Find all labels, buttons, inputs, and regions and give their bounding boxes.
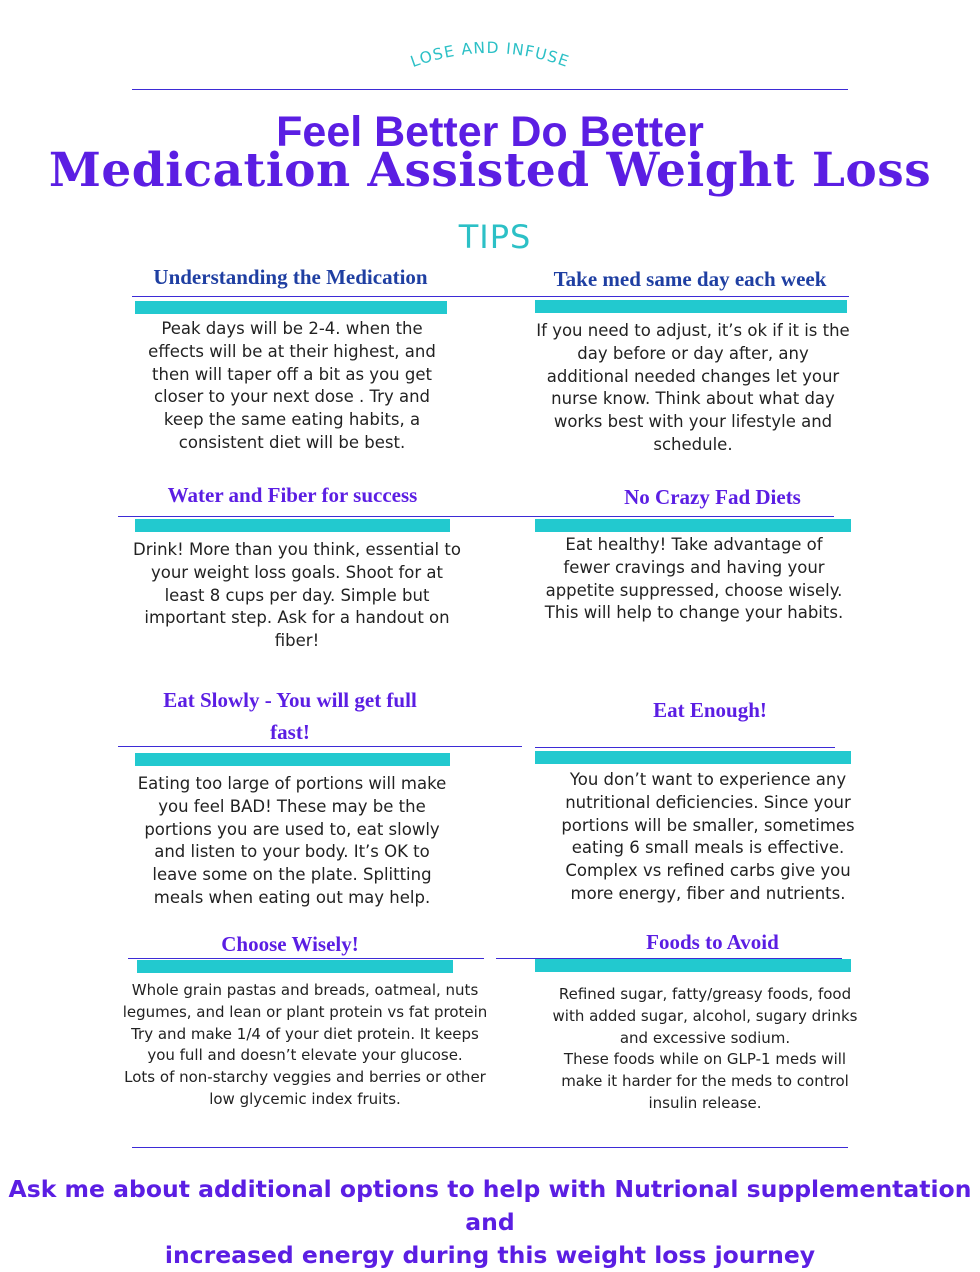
tip-accent-bar bbox=[535, 751, 851, 764]
tip-accent-bar bbox=[137, 960, 453, 973]
tip-accent-bar bbox=[135, 519, 450, 532]
footer-note: Ask me about additional options to help with Nutrional supplementation and increased energy during this weight loss journey bbox=[8, 1175, 972, 1269]
tip-body-understanding-medication: Peak days will be 2-4. when the effects will be at their highest, and then will taper off a bit as you get closer to your next dose . Try and keep the same eating habits, a consistent diet will be best. bbox=[148, 319, 436, 452]
tip-accent-bar bbox=[535, 519, 851, 532]
bottom-divider bbox=[132, 1147, 848, 1148]
brand-name: LOSE AND INFUSE bbox=[408, 38, 572, 72]
tip-heading-eat-slowly: Eat Slowly - You will get full fast! bbox=[163, 688, 417, 744]
tip-accent-bar bbox=[535, 959, 851, 972]
tip-heading-understanding-medication: Understanding the Medication bbox=[153, 265, 428, 289]
tip-rule bbox=[118, 516, 528, 517]
page-subtitle: Medication Assisted Weight Loss bbox=[48, 143, 932, 198]
tip-heading-water-fiber: Water and Fiber for success bbox=[167, 483, 418, 507]
tip-accent-bar bbox=[135, 301, 447, 314]
tip-rule bbox=[128, 958, 484, 959]
tip-heading-eat-enough: Eat Enough! bbox=[653, 698, 767, 722]
tip-accent-bar bbox=[135, 753, 450, 766]
tip-body-same-day: If you need to adjust, it’s ok if it is the day before or day after, any additional needed changes let your nurse know. Think about what day works best with your lifestyle and schedule. bbox=[536, 321, 850, 454]
tip-body-choose-wisely: Whole grain pastas and breads, oatmeal, nuts legumes, and lean or plant protein vs fat protein Try and make 1/4 of your diet protein. It keeps you full and doesn’t elevate your glucose. Lots of non-starchy veggies and berries or other low glycemic index fruits. bbox=[122, 981, 488, 1108]
tip-rule bbox=[535, 747, 835, 748]
tip-heading-fad-diets: No Crazy Fad Diets bbox=[624, 485, 801, 509]
tip-rule bbox=[118, 746, 522, 747]
brand-logo bbox=[370, 28, 610, 88]
tip-body-eat-slowly: Eating too large of portions will make you feel BAD! These may be the portions you are used to, eat slowly and listen to your body. It’s OK to leave some on the plate. Splitting meals when eating out may help. bbox=[137, 774, 447, 907]
tip-body-fad-diets: Eat healthy! Take advantage of fewer cravings and having your appetite suppressed, choose wisely. This will help to change your habits. bbox=[544, 535, 844, 623]
top-divider bbox=[132, 89, 848, 90]
tip-heading-foods-avoid: Foods to Avoid bbox=[646, 930, 779, 954]
page-title: Feel Better Do Better bbox=[276, 108, 704, 156]
tip-accent-bar bbox=[535, 300, 847, 313]
tip-body-foods-avoid: Refined sugar, fatty/greasy foods, food with added sugar, alcohol, sugary drinks and excessive sodium. These foods while on GLP-1 meds will make it harder for the meds to control insulin release. bbox=[552, 985, 858, 1112]
tip-heading-choose-wisely: Choose Wisely! bbox=[221, 932, 359, 956]
tip-body-water-fiber: Drink! More than you think, essential to your weight loss goals. Shoot for at least 8 cups per day. Simple but important step. Ask for a handout on fiber! bbox=[133, 540, 461, 651]
tip-rule bbox=[492, 516, 834, 517]
tip-rule bbox=[132, 296, 524, 297]
tip-heading-same-day: Take med same day each week bbox=[553, 267, 827, 291]
tips-label: TIPS bbox=[458, 218, 532, 256]
svg-text:LOSE AND INFUSE bbox=[408, 39, 572, 71]
tip-rule bbox=[475, 296, 849, 297]
tip-body-eat-enough: You don’t want to experience any nutritional deficiencies. Since your portions will be smaller, sometimes eating 6 small meals is effective. Complex vs refined carbs give you more energy, fiber and nutrients. bbox=[561, 770, 855, 903]
